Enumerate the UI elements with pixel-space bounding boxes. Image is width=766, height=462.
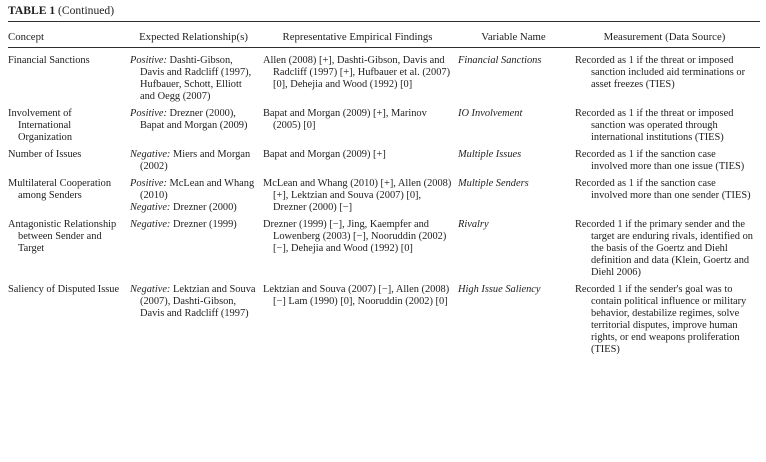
expected-cell — [130, 219, 263, 284]
table-number: TABLE 1 — [8, 4, 56, 17]
table-continued-label: (Continued) — [55, 4, 115, 17]
table-title — [8, 4, 760, 18]
concept-cell: Involvement of International Organization — [8, 108, 73, 143]
table-row-rivalry — [8, 219, 760, 284]
column-header-variable: Variable Name — [458, 22, 575, 48]
column-header-findings-text: Representative Empirical Findings — [282, 31, 433, 43]
data-table — [8, 21, 760, 361]
expected-negative — [130, 202, 257, 214]
findings-cell: Bapat and Morgan (2009) [+], Marinov (2005) [0] — [263, 108, 427, 131]
variable-cell: Financial Sanctions — [458, 55, 542, 66]
negative-text: Drezner (2000) — [170, 202, 237, 213]
expected-cell — [130, 108, 263, 149]
positive-text: McLean and Whang (2010) — [140, 178, 255, 201]
negative-text: Lektzian and Souva (2007), Dashti-Gibson, Davis and Radcliff (1997) — [140, 284, 256, 319]
concept-cell: Saliency of Disputed Issue — [8, 284, 120, 295]
column-header-concept: Concept — [8, 22, 130, 48]
expected-cell — [130, 178, 263, 219]
column-header-expected: Expected Relationship(s) — [130, 22, 263, 48]
expected-negative — [130, 284, 257, 320]
measurement-cell: Recorded as 1 if the sanction case involved more than one sender (TIES) — [575, 178, 751, 201]
measurement-cell: Recorded as 1 if the threat or imposed sanction was operated through international institutions (TIES) — [575, 108, 734, 143]
column-header-findings — [263, 22, 458, 48]
expected-negative — [130, 149, 257, 173]
expected-cell — [130, 149, 263, 178]
table-row-financial-sanctions — [8, 48, 760, 109]
measurement-cell: Recorded as 1 if the threat or imposed sanction included aid terminations or asset freezes (TIES) — [575, 55, 746, 90]
variable-cell: IO Involvement — [458, 108, 523, 119]
measurement-cell: Recorded 1 if the primary sender and the target are enduring rivals, identified on the basis of the Goertz and Diehl definition and data (Klein, Goertz and Diehl 2006) — [575, 219, 753, 278]
table-row-multiple-senders — [8, 178, 760, 219]
concept-cell: Number of Issues — [8, 149, 82, 160]
findings-cell: Bapat and Morgan (2009) [+] — [263, 149, 386, 160]
measurement-cell: Recorded 1 if the sender's goal was to contain political influence or military behavior, destabilize regimes, solve territorial disputes, improve human rights, or end weapons proliferation (TIES) — [575, 284, 747, 355]
negative-label: Negative: — [130, 149, 171, 160]
table-row-io-involvement — [8, 108, 760, 149]
concept-cell: Financial Sanctions — [8, 55, 90, 66]
variable-cell: Rivalry — [458, 219, 489, 230]
expected-positive — [130, 55, 257, 103]
negative-text: Drezner (1999) — [170, 219, 237, 230]
positive-label: Positive: — [130, 108, 167, 119]
expected-cell — [130, 284, 263, 361]
header-row — [8, 22, 760, 48]
negative-label: Negative: — [130, 284, 171, 295]
variable-cell: High Issue Saliency — [458, 284, 541, 295]
expected-positive — [130, 178, 257, 202]
negative-label: Negative: — [130, 219, 171, 230]
variable-cell: Multiple Senders — [458, 178, 529, 189]
positive-label: Positive: — [130, 178, 167, 189]
table-row-multiple-issues — [8, 149, 760, 178]
positive-text: Drezner (2000), Bapat and Morgan (2009) — [140, 108, 248, 131]
findings-cell: Lektzian and Souva (2007) [−], Allen (2008) [−] Lam (1990) [0], Nooruddin (2002) [0] — [263, 284, 450, 307]
table-row-high-issue-saliency — [8, 284, 760, 361]
findings-cell: McLean and Whang (2010) [+], Allen (2008) [+], Lektzian and Souva (2007) [0], Drezner (2000) [−] — [263, 178, 452, 213]
findings-cell: Allen (2008) [+], Dashti-Gibson, Davis and Radcliff (1997) [+], Hufbauer et al. (2007) [0], Dehejia and Wood (1992) [0] — [263, 55, 451, 90]
variable-cell: Multiple Issues — [458, 149, 522, 160]
positive-label: Positive: — [130, 55, 167, 66]
expected-positive — [130, 108, 257, 132]
table-header — [8, 22, 760, 48]
expected-cell — [130, 48, 263, 109]
concept-cell: Antagonistic Relationship between Sender and Target — [8, 219, 117, 254]
column-header-measurement: Measurement (Data Source) — [575, 22, 760, 48]
concept-cell: Multilateral Cooperation among Senders — [8, 178, 112, 201]
negative-text: Miers and Morgan (2002) — [140, 149, 251, 172]
findings-cell: Drezner (1999) [−], Jing, Kaempfer and Lowenberg (2003) [−], Nooruddin (2002) [−], Dehejia and Wood (1992) [0] — [263, 219, 447, 254]
expected-negative — [130, 219, 257, 231]
measurement-cell: Recorded as 1 if the sanction case involved more than one issue (TIES) — [575, 149, 745, 172]
negative-label: Negative: — [130, 202, 171, 213]
table-body — [8, 48, 760, 362]
positive-text: Dashti-Gibson, Davis and Radcliff (1997), Hufbauer, Schott, Elliott and Oegg (2007) — [140, 55, 252, 102]
